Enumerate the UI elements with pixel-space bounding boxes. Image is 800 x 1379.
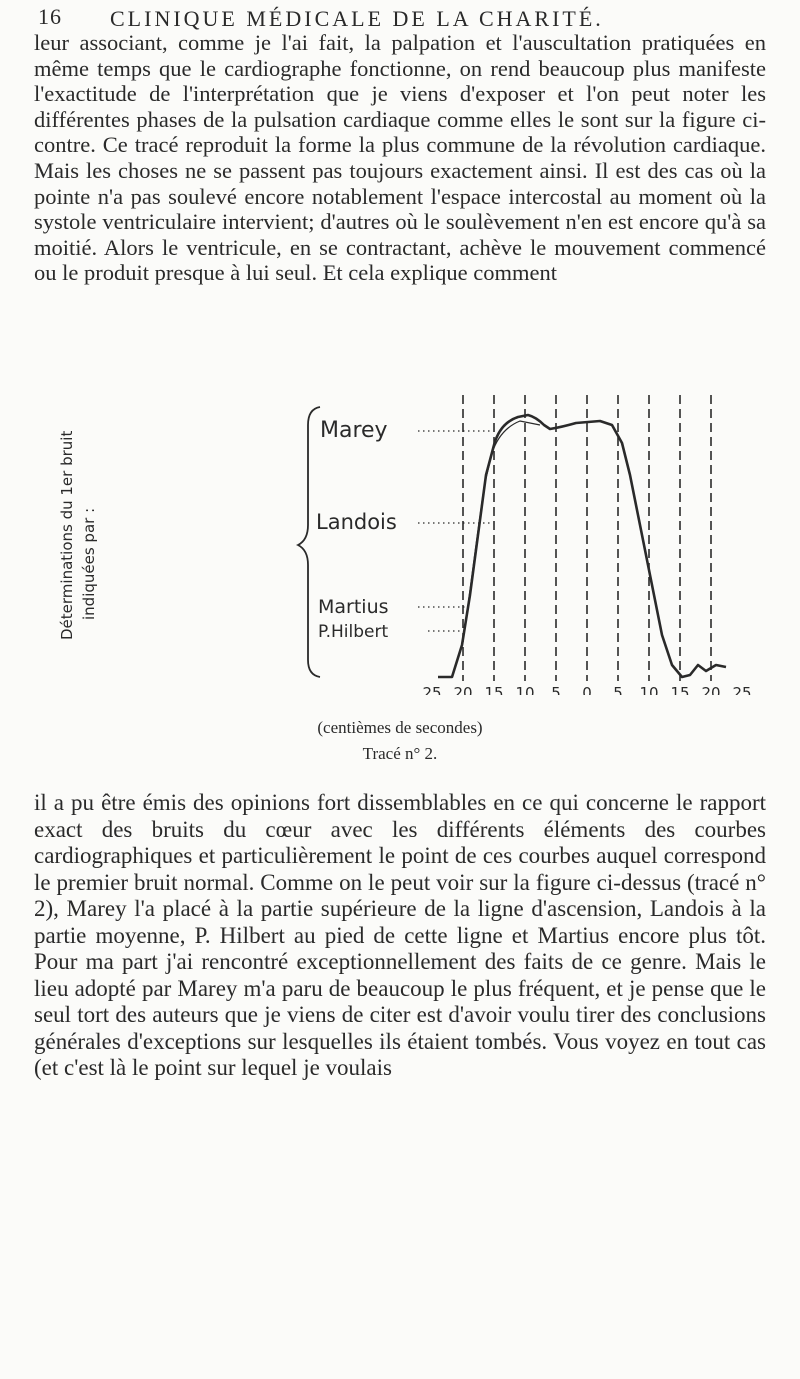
cardiograph-curve bbox=[438, 415, 726, 677]
body-paragraph-2: il a pu être émis des opinions fort dissemblables en ce qui concerne le rapport exact des bruits du cœur avec les différents éléments des courbes cardiographiques et particulièrement le point de ces courbes auquel correspond le premier bruit normal. Comme on le peut voir sur la figure ci-dessus (tracé n° 2), Marey l'a placé à la partie supérieure de la ligne d'ascension, Landois à la partie moyenne, P. Hilbert au pied de cette ligne et Martius encore plus tôt. Pour ma part j'ai rencontré exceptionnellement des faits de ce genre. Mais le lieu adopté par Marey m'a paru de beaucoup le plus fréquent, et je pense que le seul tort des auteurs que je viens de citer est d'avoir voulu tirer des conclusions générales d'exceptions sur lesquelles ils étaient tombés. Vous voyez en tout cas (et c'est là le point sur lequel je voulais bbox=[34, 790, 766, 1080]
axis-tick-label: 10 bbox=[639, 684, 659, 695]
page-number: 16 bbox=[38, 4, 62, 29]
label-hilbert: P.Hilbert bbox=[318, 622, 389, 642]
body-paragraph-1: leur associant, comme je l'ai fait, la palpation et l'auscultation pratiquées en même temps que le cardiographe fonctionne, on rend beaucoup plus manifeste l'exactitude de l'interprétation que je viens d'exposer et l'on peut noter les différentes phases de la pulsation cardiaque comme elles le sont sur la figure ci-contre. Ce tracé reproduit la forme la plus commune de la révolution cardiaque. Mais les choses ne se passent pas toujours exactement ainsi. Il est des cas où la pointe n'a pas soulevé encore notablement l'espace intercostal au moment où la systole ventriculaire intervient; d'autres où le soulèvement n'en est encore qu'à sa moitié. Alors le ventricule, en se contractant, achève le mouvement commencé ou le produit presque à lui seul. Et cela explique comment bbox=[34, 30, 766, 286]
cardiograph-figure bbox=[20, 395, 780, 695]
axis-tick-label: 5 bbox=[551, 684, 561, 695]
side-label-line2: indiquées par : bbox=[80, 507, 98, 620]
axis-tick-label: 25 bbox=[422, 684, 442, 695]
label-landois: Landois bbox=[316, 510, 397, 534]
axis-tick-label: 20 bbox=[453, 684, 473, 695]
axis-tick-label: 25 bbox=[732, 684, 752, 695]
cardiograph-tracing bbox=[20, 395, 780, 695]
label-marey: Marey bbox=[320, 418, 388, 443]
label-martius: Martius bbox=[318, 596, 389, 618]
axis-tick-label: 15 bbox=[484, 684, 504, 695]
cardiograph-curve-shadow bbox=[468, 421, 540, 605]
axis-tick-label: 5 bbox=[613, 684, 623, 695]
axis-tick-label: 15 bbox=[670, 684, 690, 695]
running-head: CLINIQUE MÉDICALE DE LA CHARITÉ. bbox=[110, 6, 604, 31]
figure-caption: Tracé n° 2. bbox=[362, 744, 438, 763]
axis-tick-label: 10 bbox=[515, 684, 535, 695]
brace bbox=[298, 407, 320, 677]
axis-tick-label: 20 bbox=[701, 684, 721, 695]
figure-units-caption: (centièmes de secondes) bbox=[317, 718, 483, 737]
side-label-line1: Déterminations du 1er bruit bbox=[58, 430, 76, 640]
axis-tick-label: 0 bbox=[582, 684, 592, 695]
